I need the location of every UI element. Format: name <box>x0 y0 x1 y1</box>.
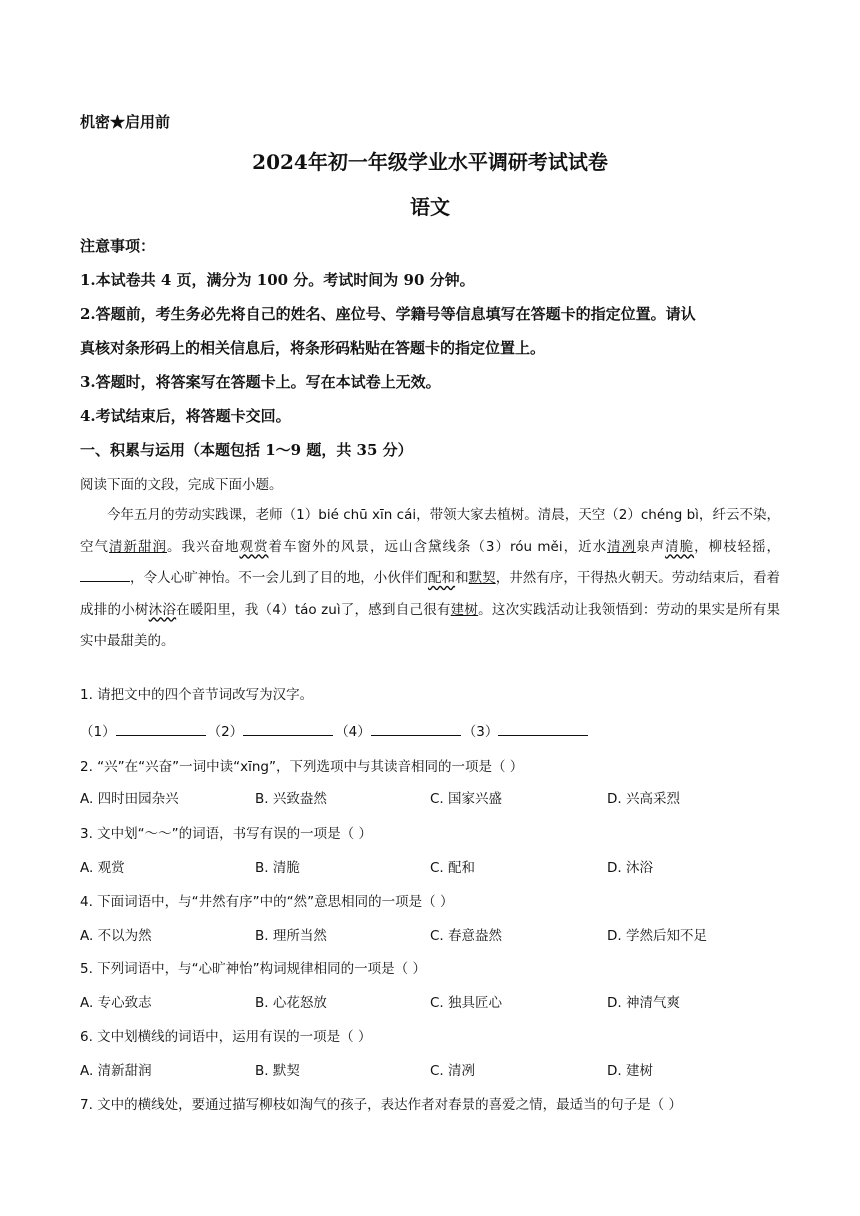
option-a[interactable]: A. 观赏 <box>80 860 125 876</box>
wavy-word: 观赏 <box>239 538 269 555</box>
option-c[interactable]: C. 春意盎然 <box>430 928 503 944</box>
section-intro: 阅读下面的文段，完成下面小题。 <box>80 477 283 493</box>
answer-blank[interactable] <box>243 723 333 736</box>
note-item: 真核对条形码上的相关信息后，将条形码粘贴在答题卡的指定位置上。 <box>80 339 546 357</box>
option-d[interactable]: D. 神清气爽 <box>607 995 680 1011</box>
question-4: 4. 下面词语中，与“井然有序”中的“然”意思相同的一项是（ ） <box>80 894 454 910</box>
answer-blank <box>80 569 130 582</box>
option-b[interactable]: B. 默契 <box>255 1063 300 1079</box>
answer-blank[interactable] <box>116 723 206 736</box>
option-c[interactable]: C. 独具匠心 <box>430 995 503 1011</box>
wavy-word: 配和 <box>427 570 456 586</box>
exam-title: 2024年初一年级学业水平调研考试试卷 <box>252 150 608 174</box>
option-c[interactable]: C. 清冽 <box>430 1063 476 1079</box>
option-d[interactable]: D. 沐浴 <box>607 860 653 876</box>
question-1-blanks: （1） （2） （4） （3） <box>80 720 780 740</box>
answer-blank[interactable] <box>498 723 588 736</box>
wavy-word: 沐浴 <box>148 601 177 618</box>
note-item: 1.本试卷共 4 页，满分为 100 分。考试时间为 90 分钟。 <box>80 271 475 289</box>
option-a[interactable]: A. 四时田园杂兴 <box>80 791 179 807</box>
underlined-word: 清冽 <box>607 538 637 555</box>
option-b[interactable]: B. 兴致盎然 <box>255 791 327 807</box>
section-heading: 一、积累与运用（本题包括 1～9 题，共 35 分） <box>80 441 413 459</box>
secret-label: 机密★启用前 <box>80 113 171 131</box>
reading-passage: 今年五月的劳动实践课，老师（1）bié chū xīn cái，带领大家去植树。清晨，天空（2）chéng bì，纤云不染，空气清新甜润。我兴奋地观赏着车窗外的风景，远山含黛线条（3）róu měi，近水清冽泉声清脆，柳枝轻摇，，令人心旷神怡。不一会儿到了目的地，小伙伴们配和和默契，井然有序，干得热火朝天。劳动结束后，看着成排的小树沐浴在暖阳里，我（4）táo zuì了，感到自己很有建树。这次实践活动让我领悟到：劳动的果实是所有果实中最甜美的。 <box>80 507 781 649</box>
option-a[interactable]: A. 专心致志 <box>80 995 152 1011</box>
question-5: 5. 下列词语中，与“心旷神怡”构词规律相同的一项是（ ） <box>80 961 426 977</box>
subject-title: 语文 <box>410 195 450 219</box>
option-d[interactable]: D. 兴高采烈 <box>607 791 680 807</box>
question-3: 3. 文中划“～～”的词语，书写有误的一项是（ ） <box>80 826 372 842</box>
option-d[interactable]: D. 学然后知不足 <box>607 928 707 944</box>
note-item: 3.答题时，将答案写在答题卡上。写在本试卷上无效。 <box>80 373 441 391</box>
note-item: 2.答题前，考生务必先将自己的姓名、座位号、学籍号等信息填写在答题卡的指定位置。请认 <box>80 305 696 323</box>
option-b[interactable]: B. 清脆 <box>255 860 300 876</box>
question-6: 6. 文中划横线的词语中，运用有误的一项是（ ） <box>80 1029 372 1045</box>
underlined-word: 默契 <box>468 570 496 586</box>
question-7: 7. 文中的横线处，要通过描写柳枝如淘气的孩子，表达作者对春景的喜爱之情，最适当的句子是（ ） <box>80 1097 682 1113</box>
option-b[interactable]: B. 心花怒放 <box>255 995 327 1011</box>
question-1: 1. 请把文中的四个音节词改写为汉字。 <box>80 687 314 703</box>
answer-blank[interactable] <box>371 723 461 736</box>
option-c[interactable]: C. 国家兴盛 <box>430 791 503 807</box>
option-a[interactable]: A. 清新甜润 <box>80 1063 152 1079</box>
wavy-word: 清脆 <box>665 538 695 555</box>
question-2: 2. “兴”在“兴奋”一词中读“xīng”，下列选项中与其读音相同的一项是（ ） <box>80 759 524 775</box>
option-c[interactable]: C. 配和 <box>430 860 476 876</box>
option-a[interactable]: A. 不以为然 <box>80 928 152 944</box>
option-b[interactable]: B. 理所当然 <box>255 928 327 944</box>
option-d[interactable]: D. 建树 <box>607 1063 653 1079</box>
notes-heading: 注意事项： <box>80 237 156 255</box>
underlined-word: 建树 <box>450 601 479 618</box>
note-item: 4.考试结束后，将答题卡交回。 <box>80 407 291 425</box>
underlined-word: 清新甜润 <box>109 538 167 555</box>
